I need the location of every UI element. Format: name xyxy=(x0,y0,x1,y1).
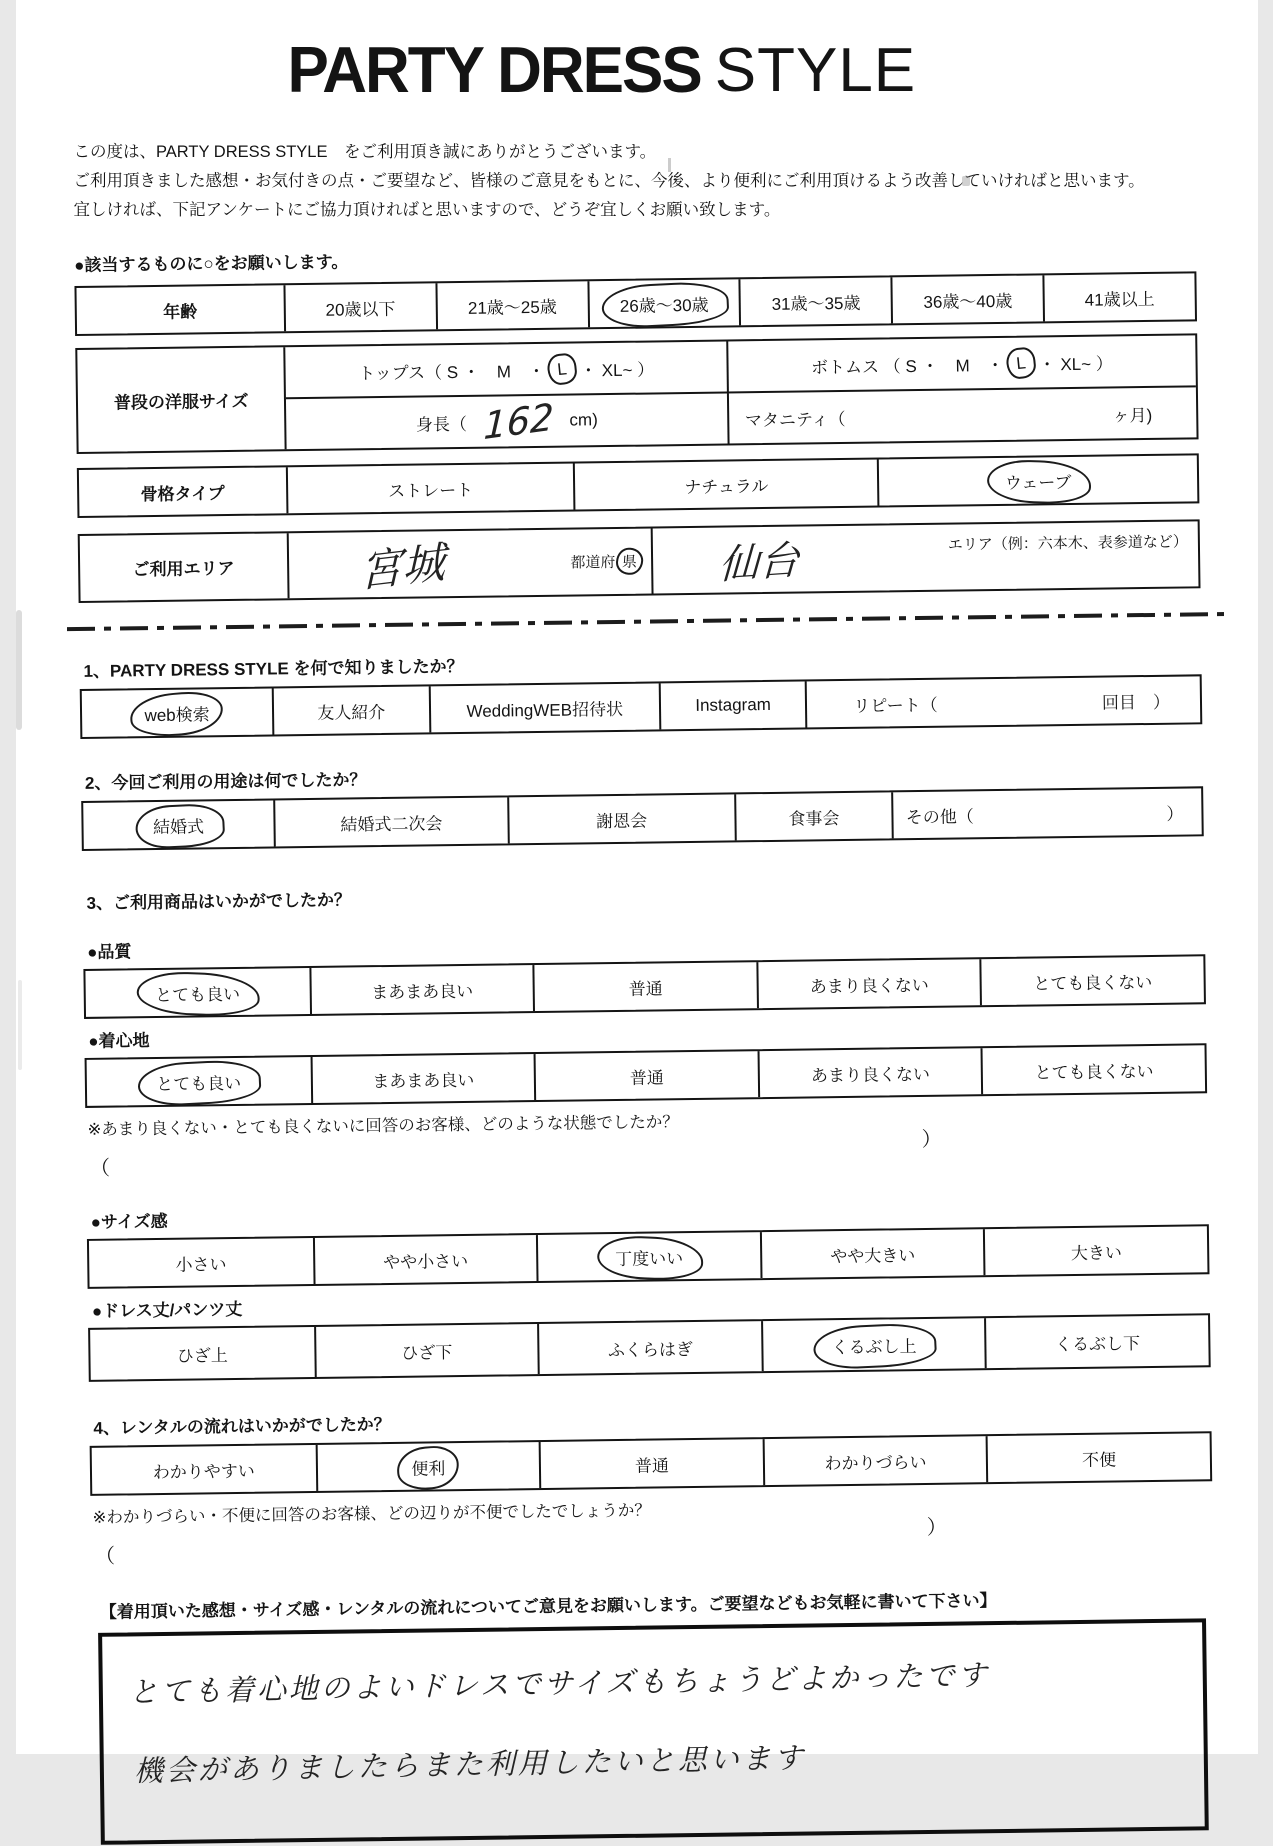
q1-option-label: web検索 xyxy=(143,704,210,725)
handwritten-comment-line-1: とても着心地のよいドレスでサイズもちょうどよかったです xyxy=(128,1657,990,1710)
scan-smudge xyxy=(18,980,22,1070)
age-option-36-40 xyxy=(890,275,1042,323)
usage-area-row xyxy=(79,521,1198,601)
bottoms-selected-size: L xyxy=(1014,352,1027,373)
size-label-cell xyxy=(77,347,285,452)
usage-area-table xyxy=(77,519,1200,603)
sizefeel-option-small xyxy=(88,1238,312,1287)
q2-option-dinner xyxy=(733,792,891,840)
q1-option-wedding-web xyxy=(428,683,659,732)
comfort-option-label: あまり良くない xyxy=(810,1064,930,1085)
q1-repeat-suffix: 回目 ） xyxy=(1101,692,1170,713)
q2-heading: 2、今回ご利用の用途は何でしたか？ xyxy=(84,770,367,793)
age-option-over41 xyxy=(1042,273,1194,321)
q4-option-label: わかりやすい xyxy=(152,1461,255,1482)
quality-option-label: まあまあ良い xyxy=(370,981,473,1002)
length-option-label: くるぶし下 xyxy=(1054,1333,1140,1354)
size-table xyxy=(75,333,1198,454)
q1-option-label: WeddingWEB招待状 xyxy=(465,699,623,721)
prefecture-cell xyxy=(286,528,651,598)
length-option-below-ankle xyxy=(984,1315,1208,1368)
height-unit: cm) xyxy=(568,410,598,430)
circle-annotation xyxy=(611,289,716,317)
age-option-31-35 xyxy=(738,277,890,325)
q2-option-afterparty xyxy=(273,797,507,846)
q4-option-label: 便利 xyxy=(410,1458,445,1479)
q1-option-label: 友人紹介 xyxy=(316,702,385,723)
q4-option-easy xyxy=(91,1445,315,1494)
length-option-label: ふくらはぎ xyxy=(607,1339,693,1360)
q4-option-inconvenient xyxy=(985,1433,1209,1482)
quality-options-table xyxy=(83,954,1206,1019)
quality-option-good xyxy=(308,965,532,1014)
dashed-divider xyxy=(66,612,1226,631)
sizefeel-option-label: やや大きい xyxy=(829,1245,915,1266)
close-paren: ） xyxy=(926,1516,947,1539)
q1-repeat-prefix: リピート（ xyxy=(852,695,938,716)
age-option-label: 36歳～40歳 xyxy=(922,291,1012,312)
length-options-table xyxy=(88,1313,1211,1382)
quality-option-verygood-selected xyxy=(85,968,309,1017)
comfort-option-label: とても良くない xyxy=(1033,1061,1154,1083)
bottoms-options-prefix: ボトムス （ S ・ M ・ xyxy=(810,355,1004,377)
open-paren: （ xyxy=(89,1157,110,1180)
quality-options-row xyxy=(85,956,1204,1017)
q1-options-row xyxy=(81,676,1200,737)
comfort-option-label: まあまあ良い xyxy=(371,1070,474,1091)
ken-circle-annotation xyxy=(615,547,643,575)
usage-area-label: ご利用エリア xyxy=(131,558,235,580)
maternity-label: マタニティ（ xyxy=(744,409,846,430)
prefecture-label-text: 都道府 xyxy=(569,553,616,572)
q3-followup-note: ※あまり良くない・とても良くないに回答のお客様、どのような状態でしたか？ xyxy=(86,1113,679,1139)
bottoms-options-suffix: ・ XL~ ） xyxy=(1038,353,1113,374)
circle-annotation xyxy=(144,811,211,839)
quality-option-label: あまり良くない xyxy=(809,975,929,996)
comfort-option-bad xyxy=(980,1045,1204,1094)
circle-annotation xyxy=(607,1243,691,1271)
skeleton-option-label: ウェーブ xyxy=(1004,472,1072,493)
skeleton-label: 骨格タイプ xyxy=(139,483,225,504)
sizefeel-option-label: やや小さい xyxy=(382,1251,468,1272)
q1-option-friend xyxy=(271,686,428,734)
age-option-under20 xyxy=(283,283,435,331)
circle-annotation xyxy=(403,1453,453,1481)
size-feel-subheading: ●サイズ感 xyxy=(90,1211,168,1232)
q4-followup-note: ※わかりづらい・不便に回答のお客様、どの辺りが不便でしたでしょうか？ xyxy=(91,1501,651,1527)
quality-option-bad xyxy=(979,956,1203,1005)
q2-other-prefix: その他（ xyxy=(905,806,974,827)
age-option-label: 20歳以下 xyxy=(324,299,396,320)
quality-option-label: とても良い xyxy=(154,984,240,1005)
q1-option-repeat xyxy=(805,676,1200,727)
skeleton-option-wave-selected xyxy=(877,455,1197,505)
circle-annotation xyxy=(136,699,218,727)
q1-option-web-selected xyxy=(81,688,272,736)
height-cell xyxy=(286,393,727,449)
q2-option-label: 結婚式二次会 xyxy=(339,813,443,835)
comfort-option-label: 普通 xyxy=(629,1067,664,1088)
size-table-body xyxy=(77,335,1196,452)
q4-option-label: 普通 xyxy=(634,1455,669,1476)
q2-options-table xyxy=(81,786,1204,851)
intro-text xyxy=(74,138,1214,225)
maternity-cell xyxy=(726,387,1196,443)
length-options-row xyxy=(90,1315,1209,1380)
tops-cell xyxy=(285,342,726,398)
age-option-26-30-selected xyxy=(586,279,738,327)
sizefeel-option-label: 小さい xyxy=(174,1254,227,1275)
quality-option-normal xyxy=(532,962,756,1011)
quality-option-label: 普通 xyxy=(628,978,663,999)
comment-box xyxy=(98,1618,1209,1844)
q2-option-other xyxy=(891,788,1201,838)
q4-option-label: 不便 xyxy=(1081,1449,1116,1470)
comfort-options-table xyxy=(84,1043,1207,1108)
length-subheading: ●ドレス丈/パンツ丈 xyxy=(91,1299,242,1321)
length-option-below-knee xyxy=(313,1324,537,1377)
q2-other-close: ） xyxy=(1165,804,1184,824)
q4-option-normal xyxy=(538,1439,762,1488)
bottoms-L-circle-annotation xyxy=(1005,346,1037,380)
age-option-label: 21歳～25歳 xyxy=(467,297,557,318)
title-main: PARTY DRESS xyxy=(287,34,701,107)
quality-option-notgood xyxy=(756,959,980,1008)
size-feel-options-table xyxy=(86,1224,1209,1289)
intro-line-3: 宜しければ、下記アンケートにご協力頂ければと思いますので、どうぞ宜しくお願い致します。 xyxy=(73,201,781,219)
circle-annotation xyxy=(146,978,247,1006)
age-option-21-25 xyxy=(435,281,587,329)
sizefeel-option-bit-large xyxy=(759,1229,983,1278)
comfort-options-row xyxy=(86,1045,1205,1106)
comfort-subheading: ●着心地 xyxy=(87,1031,150,1051)
q3-heading: 3、ご利用商品はいかがでしたか？ xyxy=(85,890,351,913)
age-label-cell xyxy=(76,285,283,334)
q2-option-thanks-party xyxy=(506,794,734,843)
height-label: 身長（ xyxy=(415,414,467,435)
size-columns xyxy=(283,335,1196,449)
size-label: 普段の洋服サイズ xyxy=(113,391,249,413)
sizefeel-option-label: 丁度いい xyxy=(614,1248,683,1269)
comfort-option-normal xyxy=(533,1051,757,1100)
skeleton-option-straight xyxy=(285,464,573,514)
close-paren: ） xyxy=(921,1128,942,1152)
handwritten-comment-line-2: 機会がありましたらまた利用したいと思います xyxy=(133,1740,806,1789)
length-option-above-knee xyxy=(90,1327,314,1380)
area-example-label: エリア（例：六本木、表参道など） xyxy=(947,533,1188,554)
skeleton-option-label: ナチュラル xyxy=(683,476,768,497)
q4-option-convenient-selected xyxy=(315,1442,539,1491)
handwritten-prefecture: 宮城 xyxy=(358,537,445,598)
q1-options-table xyxy=(79,674,1202,739)
q4-options-table xyxy=(89,1431,1212,1496)
tops-options-suffix: ・ XL~ ） xyxy=(579,359,654,380)
length-option-label: ひざ下 xyxy=(400,1342,452,1363)
sizefeel-option-large xyxy=(983,1226,1207,1275)
page-title xyxy=(16,0,1258,107)
sizefeel-option-bit-small xyxy=(312,1235,536,1284)
instruction-heading: ●該当するものに○をお願いします。 xyxy=(73,252,348,276)
q4-option-label: わかりづらい xyxy=(823,1452,927,1473)
q4-options-row xyxy=(91,1433,1210,1494)
skeleton-option-label: ストレート xyxy=(387,480,473,501)
comfort-option-good xyxy=(310,1054,534,1103)
maternity-unit: ヶ月) xyxy=(1111,405,1152,425)
intro-line-1: この度は、PARTY DRESS STYLE をご利用頂き誠にありがとうございます。 xyxy=(73,143,657,161)
circle-annotation xyxy=(148,1067,249,1095)
length-option-above-ankle-selected xyxy=(760,1318,984,1371)
q1-option-instagram xyxy=(658,681,805,729)
q1-heading: 1、PARTY DRESS STYLE を何で知りましたか？ xyxy=(82,656,464,681)
q4-heading: 4、レンタルの流れはいかがでしたか？ xyxy=(92,1414,391,1438)
q2-option-label: 結婚式 xyxy=(152,816,204,837)
q2-option-wedding-selected xyxy=(83,800,274,848)
city-cell xyxy=(650,521,1197,593)
skeleton-label-cell xyxy=(78,467,285,516)
q4-option-confusing xyxy=(762,1436,986,1485)
scanned-survey-form xyxy=(16,0,1258,1789)
quality-subheading: ●品質 xyxy=(86,942,132,962)
sizefeel-option-label: 大きい xyxy=(1070,1242,1122,1263)
circle-annotation xyxy=(996,466,1079,494)
size-feel-options-row xyxy=(88,1226,1207,1287)
quality-option-label: とても良くない xyxy=(1032,972,1152,994)
length-option-calf xyxy=(537,1321,761,1374)
age-option-label: 41歳以上 xyxy=(1084,289,1155,310)
tops-options-prefix: トップス（ S ・ M ・ xyxy=(357,361,545,383)
comfort-option-label: とても良い xyxy=(155,1073,241,1094)
q2-option-label: 食事会 xyxy=(787,808,840,829)
form-body xyxy=(16,236,1273,1846)
handwritten-city: 仙台 xyxy=(717,537,800,589)
usage-area-label-cell xyxy=(79,533,287,601)
age-option-label: 31歳～35歳 xyxy=(770,293,861,314)
length-option-label: ひざ上 xyxy=(176,1345,228,1366)
skeleton-option-natural xyxy=(572,460,877,510)
age-label: 年齢 xyxy=(162,301,197,322)
q2-option-label: 謝恩会 xyxy=(595,811,647,831)
q2-options-row xyxy=(83,788,1202,849)
circle-annotation xyxy=(823,1330,924,1358)
comfort-option-notgood xyxy=(757,1048,981,1097)
intro-line-2: ご利用頂きました感想・お気付きの点・ご要望など、皆様のご意見をもとに、今後、より便利にご利用頂けるよう改善していければと思います。 xyxy=(73,172,1145,190)
tops-selected-size: L xyxy=(556,358,568,379)
age-option-label: 26歳～30歳 xyxy=(619,295,709,316)
q1-option-label: Instagram xyxy=(694,694,771,715)
sizefeel-option-just-right-selected xyxy=(536,1232,760,1281)
prefecture-label xyxy=(570,548,643,576)
title-sub: STYLE xyxy=(714,36,917,105)
open-paren: （ xyxy=(94,1545,115,1568)
comfort-option-verygood-selected xyxy=(86,1057,310,1106)
prefecture-label-ken: 県 xyxy=(621,553,638,572)
comment-heading: 【着用頂いた感想・サイズ感・レンタルの流れについてご意見をお願いします。ご要望などもお気軽に書いて下さい】 xyxy=(99,1591,997,1622)
handwritten-height-value: 162 xyxy=(481,394,554,448)
bottoms-cell xyxy=(725,335,1195,391)
length-option-label: くるぶし上 xyxy=(830,1336,917,1357)
tops-L-circle-annotation xyxy=(546,352,578,386)
